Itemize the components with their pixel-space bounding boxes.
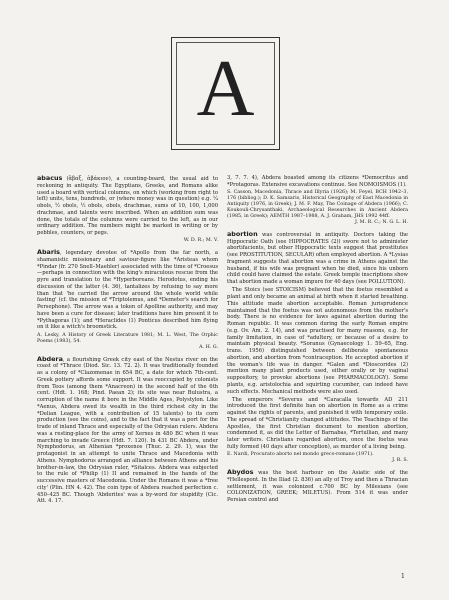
signature-abacus: W. D. R.; M. V.: [183, 238, 218, 244]
signature-abdera: J. M. R. C.; N. G. L. H.: [355, 219, 408, 225]
entry-abydos-text: was the best harbour on the Asiatic side of the *Hellespont. In the Iliad (2. 836) an ally of Troy and then a Thracian settlement, it was colonized c.700 BC by Milesians (see COLONIZATION, GREEK; MILETUS). From 514 it was under Persian control and: [227, 470, 408, 504]
bibliography-abortion: E. Nardi, Procurato aborto nel mondo greco-romano (1971).: [227, 452, 374, 458]
entry-abaris: [37, 249, 218, 331]
bibliography-abdera: S. Casson, Macedonia, Thrace and Illyria (1926); M. Feyel, BCH 1942–3, 176 (bibliog.); D. K. Samsaris, Historical Geography of East Macedonia in Antiquity (1976, in Greek); J. M. F. May, The Coinage of Abdera (1966); C. Koukouli-Chrysanthaki, Archaeological Researches in Ancient Abdera (1985, in Greek); AEMTH 1987–1988, A. J. Graham, JHS 1992 44ff.: [227, 189, 408, 219]
headword-abydos: Abydos: [227, 468, 254, 477]
initial-letter: A: [196, 45, 255, 133]
headword-abacus: abacus: [37, 174, 63, 182]
entry-abacus: [37, 175, 218, 237]
entry-abortion: [227, 231, 408, 286]
entry-abortion-paragraph-2: The Stoics (see STOICISM) believed that the foetus resembled a plant and only became an animal at birth when it started breathing. This attitude made abortion acceptable. Roman jurisprudence maintained that the foetus was not autonomous from the mother's body. There is no evidence for laws against abortion during the Roman republic. It was common during the early Roman empire (e.g. Ov. Am. 2. 14), and was practised for many reasons, e.g. for family limitation, in case of *adultery, or because of a desire to maintain physical beauty. *Soranus (Gynaecology 1. 59–65, Eng. trans. 1956) distinguished between deliberate spontaneous abortion, and abortion from *contraception. He accepted abortion if the woman's life was in danger. *Galen and *Dioscorides (2) mention many plant products used, either orally or by vaginal suppository, to provoke abortions (see PHARMACOLOGY). Some plants, e.g. aristolochia and squirting cucumber, can indeed have such effects. Mechanical methods were also used.: [227, 287, 408, 395]
right-column: [227, 175, 408, 505]
signature-abaris: A. H. G.: [199, 344, 218, 350]
entry-abacus-text: (ἄβαξ, ἀβάκιον), a counting-board, the usual aid to reckoning in antiquity. The Egyptians, Greeks, and Romans alike used a board with vertical columns, on which (working from right to left) units, tens, hundreds, or (where money was in question) e.g. ¼ obols, ½ obols, ½ obols, obols, drachmae, sums of 10, 100, 1,000 drachmae, and talents were inscribed. When an addition sum was done, the totals of the columns were carried to the left, as in our ordinary addition. The numbers might be marked in writing or by pebbles, counters, or pegs.: [37, 176, 218, 236]
entry-abdera-continued: 3, 7. 7. 4), Abdera boasted among its citizens *Democritus and *Protagoras. Extensive excavations continue. See NOMOISMOS (1).: [227, 175, 408, 188]
bibliography-abaris: A. Lesky, A History of Greek Literature 1981; M. L. West, The Orphic Poems (1983), 54.: [37, 332, 218, 344]
entry-abdera: [37, 356, 218, 506]
signature-abortion: J. R. S.: [392, 458, 408, 464]
headword-abaris: Abaris: [37, 248, 60, 257]
entry-abortion-paragraph-3: The emperors *Severus and *Caracalla towards AD 211 introduced the first definite ban on abortion in Rome as a crime against the rights of parents, and punished it with temporary exile. The spread of *Christianity changed attitudes. The Teachings of the Apostles, the first Christian document to mention abortion, condemned it, as did the Letter of Barnabas, *Tertullian, and many later writers. Christians regarded abortion, once the foetus was fully formed (40 days after conception), as murder of a living being.: [227, 396, 408, 450]
entry-abaris-text: , legendary devotee of *Apollo from the far north, a shamanistic missionary and saviour-figure like *Aristeas whom *Pindar (fr. 270 Snell–Maehler) associated with the time of *Croesus—perhaps in connection with the king's miraculous rescue from the pyre and translation to the *Hyperboreans. Herodotus, ending his discussion of the latter (4. 36), tantalizes by refusing to say more than that 'he carried the arrow around the whole world while fasting' (cf. the mission of *Triptolemus, and *Demeter's search for Persephone). The arrow was a token of Apolline authority, and may have been a cure for disease; later traditions have him present it to *Pythagoras (1); and *Heraclides (1) Ponticus described him flying on it like a witch's broomstick.: [37, 250, 218, 331]
entry-abydos: [227, 469, 408, 504]
left-column: [37, 175, 218, 506]
initial-letter-frame: [171, 37, 280, 150]
entry-abortion-text: was controversial in antiquity. Doctors taking the Hippocratic Oath (see HIPPOCRATES (2)) swore not to administer abortifacients, but other Hippocratic texts suggest that prostitutes (see PROSTITUTION, SECULAR) often employed abortion. A *Lysias fragment suggests that abortion was a crime in Athens against the husband, if his wife was pregnant when he died, since his unborn child could have claimed the estate. Greek temple inscriptions show that abortion made a woman impure for 40 days (see POLLUTION).: [227, 231, 408, 286]
entry-abdera-text: , a flourishing Greek city east of the Nestus river on the coast of *Thrace (Diod. Sic. 13. 72. 2). It was traditionally founded as a colony of *Clazomenae in 654 BC, a date for which 7th-cent. Greek pottery affords some support. It was reoccupied by colonists from Teos (among them *Anacreon) in the second half of the 6th cent. (Hdt. 1. 168; Pind. Paean 2); its site was near Bulustra, a corruption of the name it bore in the Middle Ages, Polystylon. Like *Aenus, Abdera owed its wealth in the third richest city in the *Delian League, with a contribution of 15 talents) to its corn production (see the coins), and to the fact that it was a port for the trade of inland Thrace and especially of the Odrysian rulers. Abdera was a resting-place for the army of Xerxes in 480 BC when it was marching to invade Greece (Hdt. 7. 120). In 431 BC Abdera, under Nymphodorus, an Athenian *proxenos (Thuc. 2. 29. 1), was the protagonist in an attempt to unite Thrace and Macedonia with Athens. Nymphodorus arranged an alliance between Athens and his brother-in-law, the Odrysian ruler, *Sitalces. Abdera was subjected to the rule of *Philip (1) II and remained in the hands of the successive masters of Macedonia. Under the Romans it was a *free city' (Plin. HN 4. 42). The coin type of Abdera reached perfection c. 450–425 BC. Though 'Abderites' was a by-word for stupidity (Cic. Att. 4. 17.: [37, 356, 218, 505]
page-number: 1: [401, 573, 405, 580]
headword-abdera: Abdera: [37, 354, 63, 363]
headword-abortion: abortion: [227, 229, 258, 238]
